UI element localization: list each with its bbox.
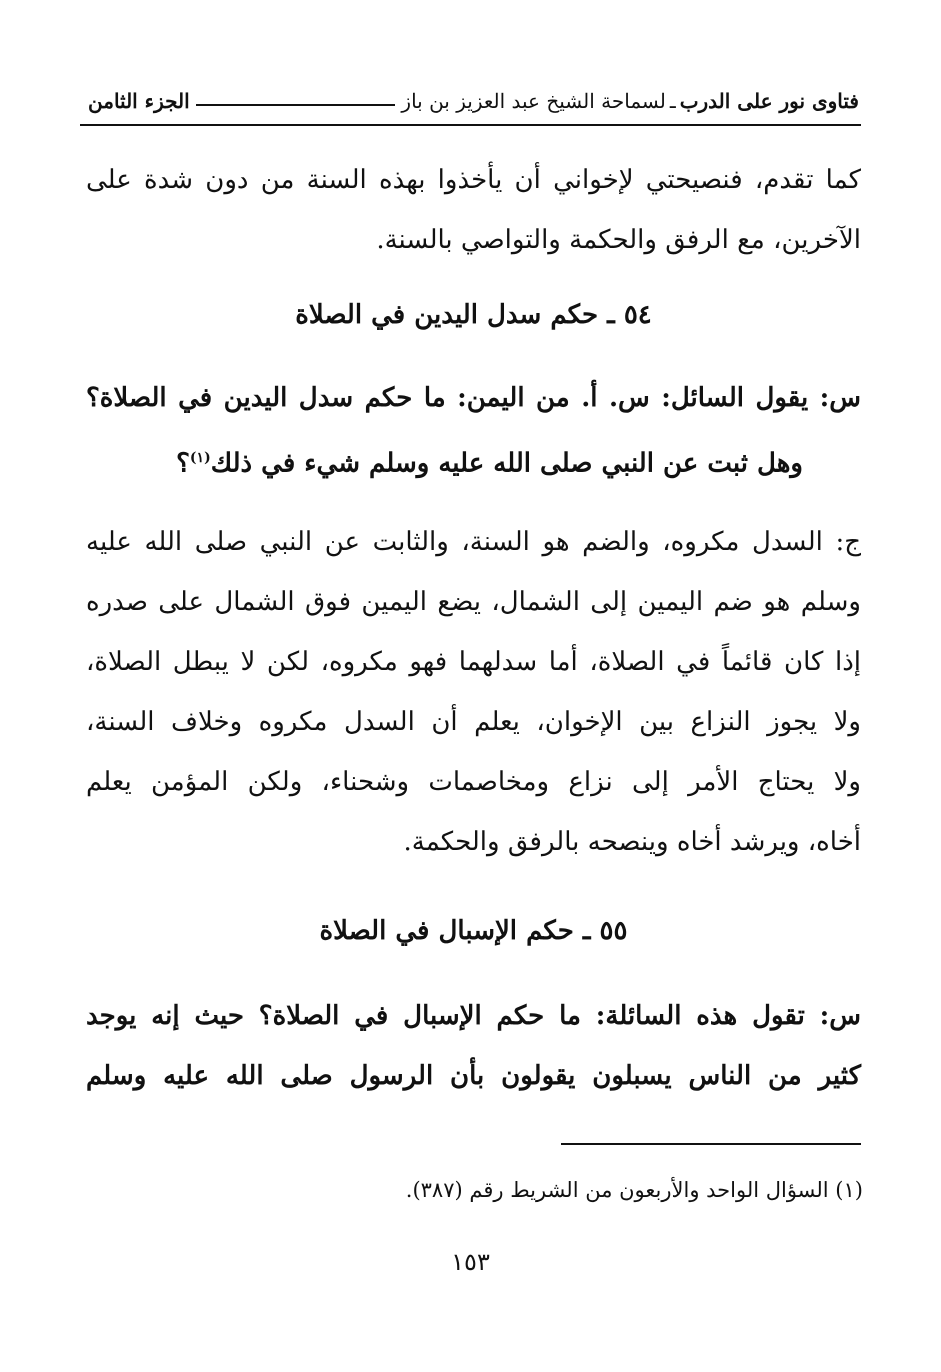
answer-line: ولا يحتاج الأمر إلى نزاع ومخاصمات وشحناء، ولكن المؤمن يعلم [86, 767, 861, 797]
answer-line: إذا كان قائماً في الصلاة، أما سدلهما فهو مكروه، لكن لا يبطل الصلاة، [86, 647, 861, 677]
question-line: س: تقول هذه السائلة: ما حكم الإسبال في الصلاة؟ حيث إنه يوجد [86, 1001, 861, 1031]
footnote-reference: (١) [189, 450, 211, 466]
answer-line: أخاه، ويرشد أخاه وينصحه بالرفق والحكمة. [403, 827, 861, 857]
header-rule-segment [196, 104, 396, 106]
intro-paragraph [86, 150, 861, 270]
header-underline [80, 124, 861, 126]
footnote-rule [561, 1143, 861, 1145]
question-line-text: وهل ثبت عن النبي صلى الله عليه وسلم شيء في ذلك [210, 448, 803, 479]
book-title: فتاوى نور على الدرب [679, 89, 859, 113]
question-55 [86, 986, 861, 1106]
answer-line: وسلم هو ضم اليمين إلى الشمال، يضع اليمين فوق الشمال على صدره [86, 587, 861, 617]
intro-line: الآخرين، مع الرفق والحكمة والتواصي بالسنة. [376, 225, 861, 255]
section-heading-54: ٥٤ ـ حكم سدل اليدين في الصلاة [295, 300, 652, 330]
intro-line: كما تقدم، فنصيحتي لإخواني أن يأخذوا بهذه السنة من دون شدة على [86, 165, 861, 195]
footnote: (١) السؤال الواحد والأربعون من الشريط رقم (٣٨٧). [405, 1178, 863, 1202]
running-header [88, 84, 859, 118]
question-line: كثير من الناس يسبلون يقولون بأن الرسول صلى الله عليه وسلم [86, 1061, 861, 1091]
page-number: ١٥٣ [451, 1248, 490, 1276]
answer-54 [86, 512, 861, 872]
question-54 [86, 368, 861, 494]
header-separator: ـ [669, 89, 676, 113]
question-line: س: يقول السائل: س. أ. من اليمن: ما حكم سدل اليدين في الصلاة؟ [86, 383, 861, 413]
section-heading-55: ٥٥ ـ حكم الإسبال في الصلاة [319, 916, 628, 946]
answer-line: ولا يجوز النزاع بين الإخوان، يعلم أن السدل مكروه وخلاف السنة، [86, 707, 861, 737]
question-line [86, 428, 861, 494]
part-label: الجزء الثامن [88, 89, 190, 113]
answer-line: ج: السدل مكروه، والضم هو السنة، والثابت عن النبي صلى الله عليه [86, 527, 861, 557]
author-name: لسماحة الشيخ عبد العزيز بن باز [401, 89, 666, 113]
question-mark: ؟ [176, 448, 190, 479]
